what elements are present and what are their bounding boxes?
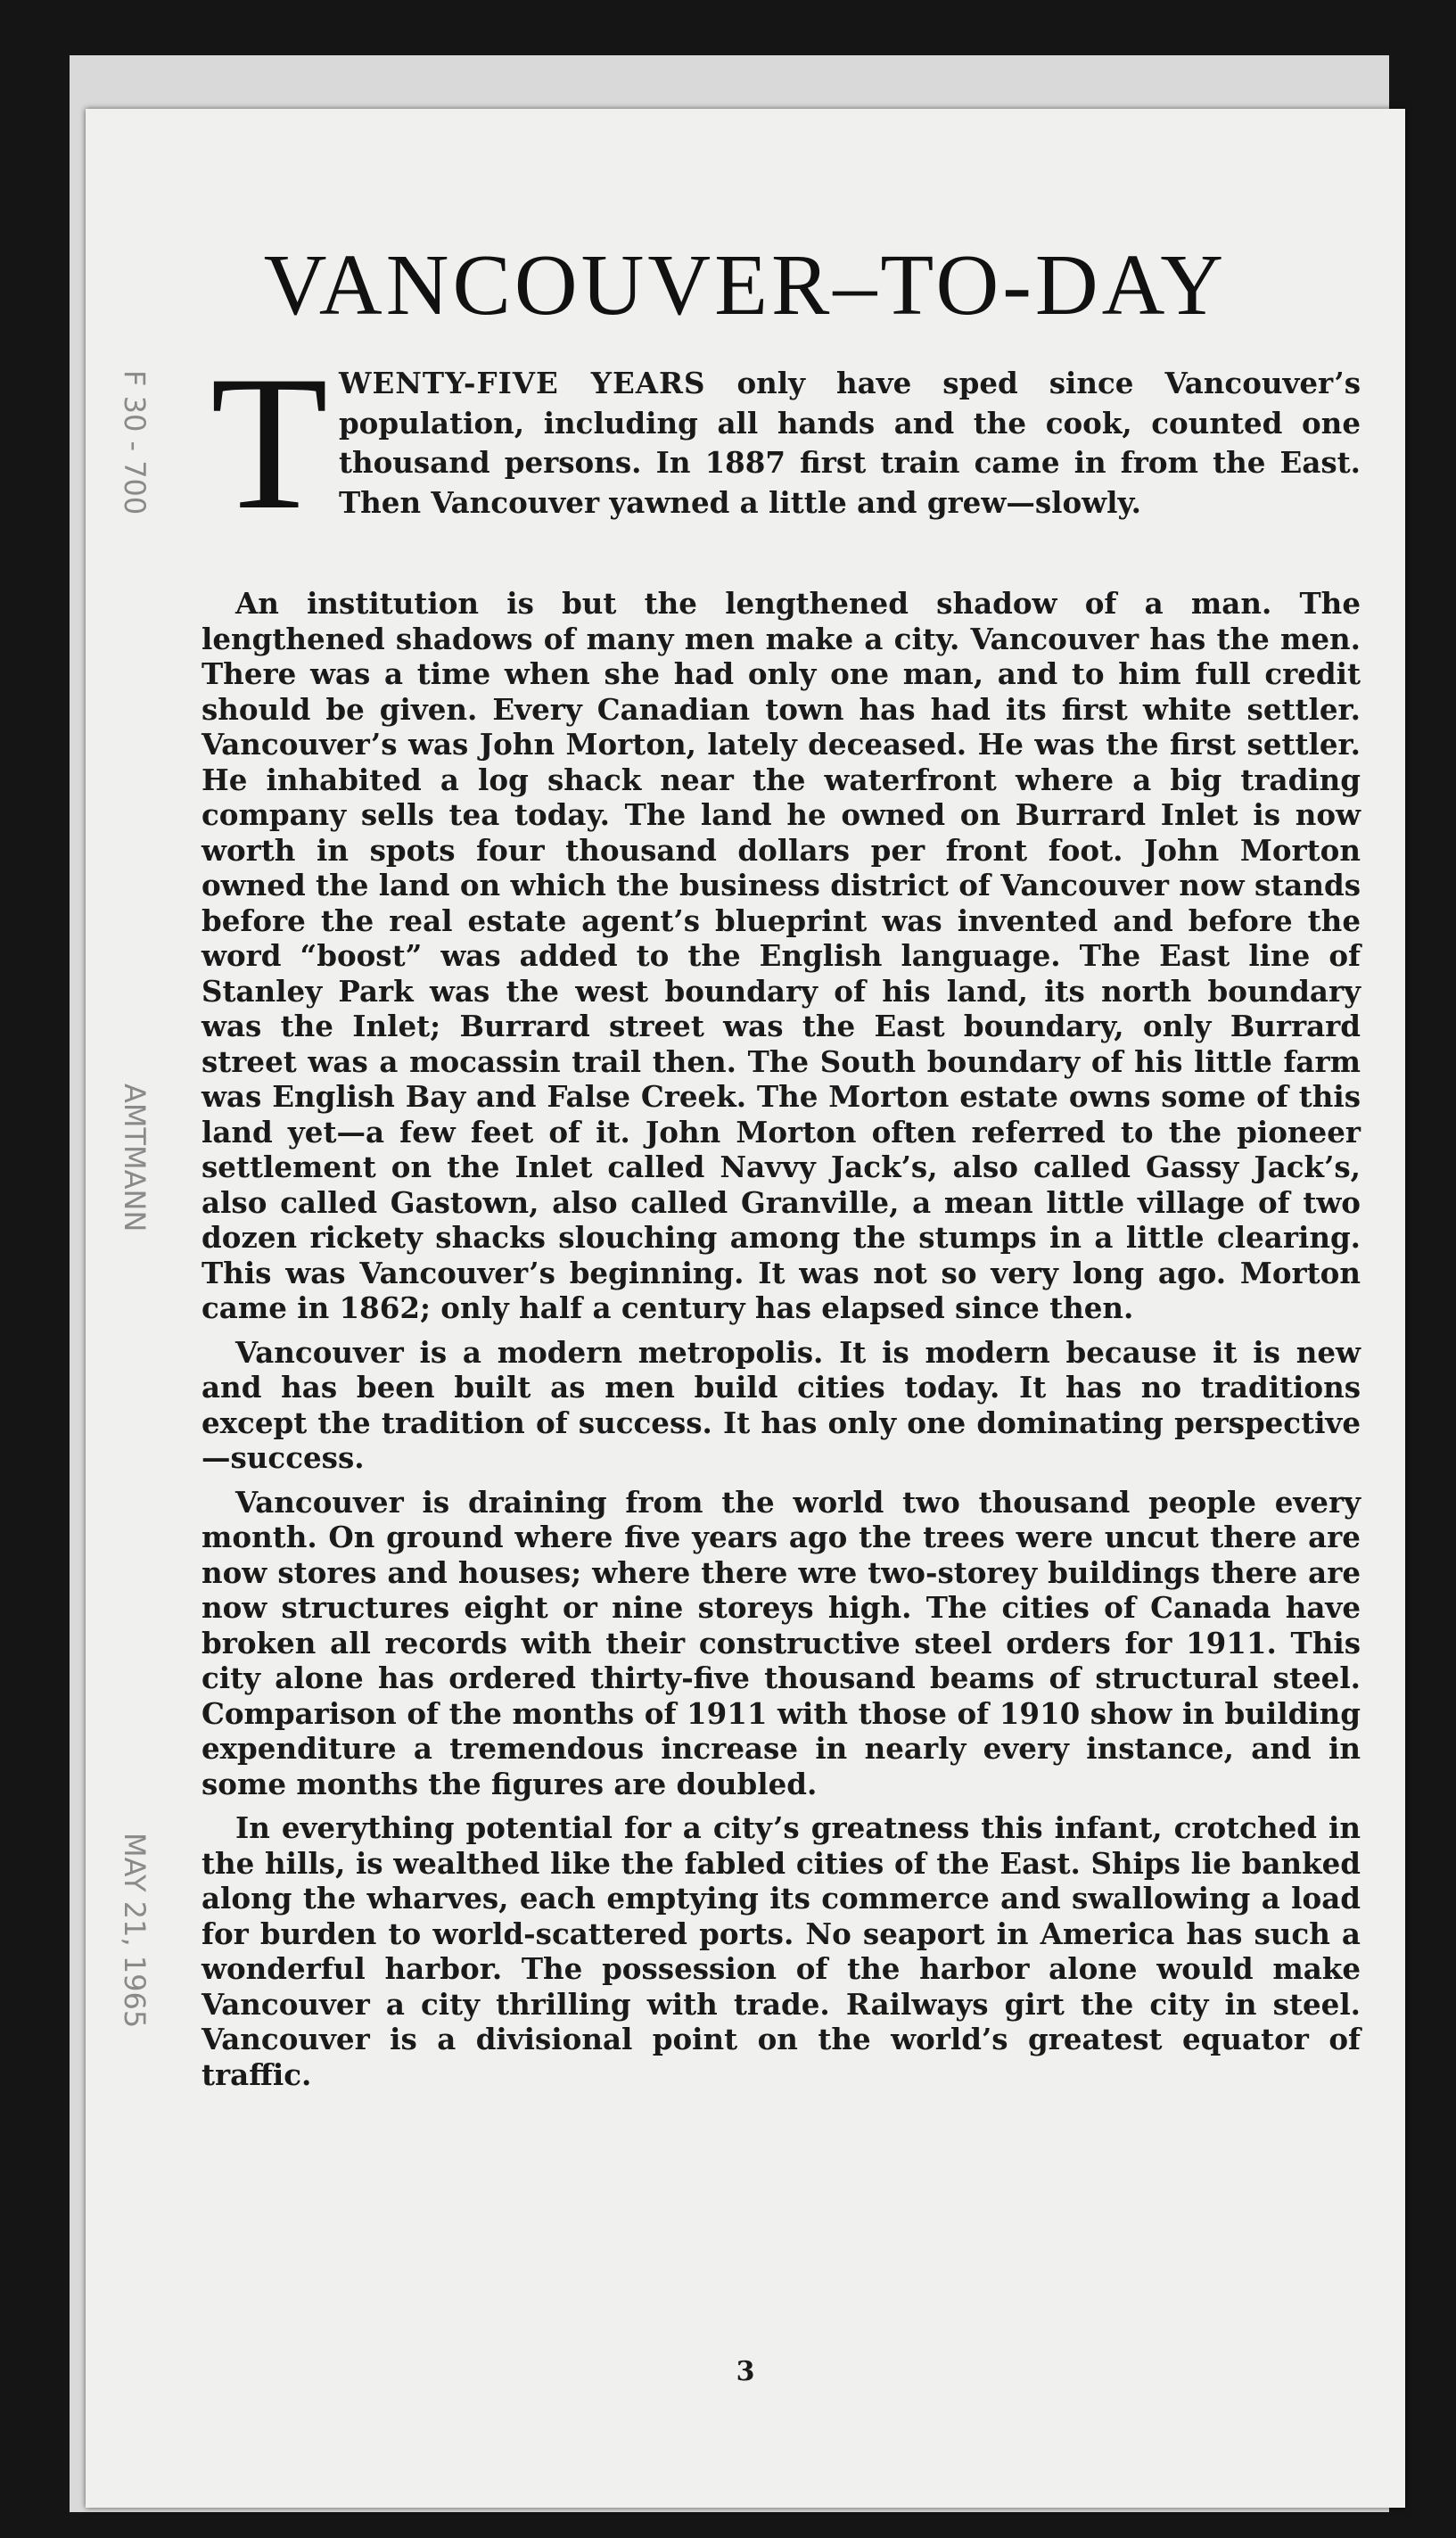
intro-block <box>210 336 1361 549</box>
page-number: 3 <box>736 2356 755 2387</box>
margin-note-date: MAY 21, 1965 <box>118 1833 152 2029</box>
paragraph-3: Vancouver is draining from the world two thousand people every month. On ground where five years ago the trees were uncut there are now stores and houses; where there wre two-storey buildings there are now structures eight or nine storeys high. The cities of Canada have broken all records with their constructive steel orders for 1911. This city alone has ordered thirty-five thousand beams of structural steel. Comparison of the months of 1911 with those of 1910 show in building expenditure a tremendous increase in nearly every instance, and in some months the figures are doubled. <box>202 1484 1361 1801</box>
paragraph-1: An institution is but the lengthened shadow of a man. The lengthened shadows of many men make a city. Vancouver has the men. There was a time when she had only one man, and to him full credit should be given. Every Canadian town has had its first white settler. Vancouver’s was John Morton, lately deceased. He was the first settler. He inhabited a log shack near the waterfront where a big trading company sells tea today. The land he owned on Burrard Inlet is now worth in spots four thousand dollars per front foot. John Morton owned the land on which the business district of Vancouver now stands before the real estate agent’s blueprint was invented and before the word “boost” was added to the English language. The East line of Stanley Park was the west boundary of his land, its north boundary was the Inlet; Burrard street was the East boundary, only Burrard street was a mocassin trail then. The South boundary of his little farm was English Bay and False Creek. The Morton estate owns some of this land yet—a few feet of it. John Morton often referred to the pioneer settlement on the Inlet called Navvy Jack’s, also called Gassy Jack’s, also called Gastown, also called Granville, a mean little village of two dozen rickety shacks slouching among the stumps in a little clearing. This was Vancouver’s beginning. It was not so very long ago. Morton came in 1862; only half a century has elapsed since then. <box>202 586 1361 1325</box>
intro-text: only have sped since Vancouver’s population, including all hands and the cook, counted one thousand persons. In 1887 first train came in from the East. Then Vancouver yawned a little and grew—slowly. <box>338 366 1361 520</box>
paragraph-2: Vancouver is a modern metropolis. It is modern because it is new and has been built as men build cities today. It has no traditions except the tradition of success. It has only one dominating perspective—success. <box>202 1334 1361 1475</box>
intro-lead-words: WENTY-FIVE YEARS <box>338 366 706 400</box>
paragraph-4: In everything potential for a city’s greatness this infant, crotched in the hills, is wealthed like the fabled cities of the East. Ships lie banked along the wharves, each emptying its commerce and swallowing a load for burden to world-scattered ports. No seaport in America has such a wonderful harbor. The possession of the harbor alone would make Vancouver a city thrilling with trade. Railways girt the city in steel. Vancouver is a divisional point on the world’s greatest equator of traffic. <box>202 1810 1361 2092</box>
drop-cap: T <box>210 336 328 549</box>
margin-note-name: AMTMANN <box>118 1084 152 1232</box>
page-title: VANCOUVER–TO-DAY <box>263 237 1228 334</box>
document-page <box>86 109 1405 2508</box>
intro-paragraph <box>210 336 1361 549</box>
margin-note-catalog: F 30 - 700 <box>118 370 152 515</box>
article-body <box>202 586 1361 2101</box>
